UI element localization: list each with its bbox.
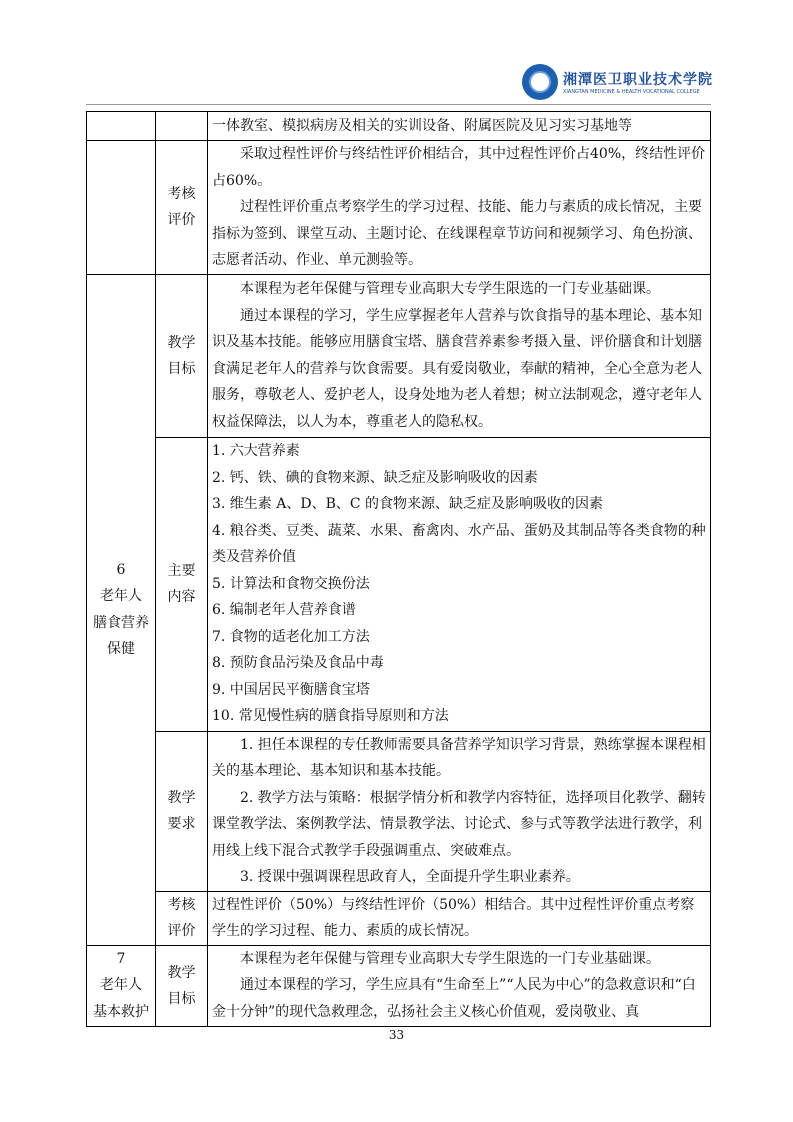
course-table xyxy=(86,111,711,1027)
list-item: 2. 钙、铁、碘的食物来源、缺乏症及影响吸收的因素 xyxy=(212,469,538,486)
table-row xyxy=(87,891,711,945)
header-rule xyxy=(86,104,711,105)
row-label: 教学要求 xyxy=(156,731,208,891)
list-item: 9. 中国居民平衡膳食宝塔 xyxy=(212,681,370,698)
college-logo xyxy=(522,64,713,100)
cell-text: 一体教室、模拟病房及相关的实训设备、附属医院及见习实习基地等 xyxy=(208,112,711,141)
cell-text: 采取过程性评价与终结性评价相结合，其中过程性评价占40%，终结性评价占60%。 过程性评价重点考察学生的学习过程、技能、能力与素质的成长情况，主要指标为签到、课堂互动、主题讨论、在线课程章节访问和视频学习、角色扮演、志愿者活动、作业、单元测验等。 xyxy=(208,141,711,275)
list-item: 10. 常见慢性病的膳食指导原则和方法 xyxy=(212,708,449,725)
table-row xyxy=(87,112,711,141)
table-row xyxy=(87,274,711,437)
logo-cn: 湘潭医卫职业技术学院 xyxy=(563,72,713,88)
course-name-7: 7 老年人 基本救护 xyxy=(87,945,156,1026)
cell-text: 本课程为老年保健与管理专业高职大专学生限选的一门专业基础课。 通过本课程的学习，学生应具有“生命至上”“人民为中心”的急救意识和“白金十分钟”的现代急救理念，弘扬社会主义核心价值观，爱岗敬业、真 xyxy=(208,945,711,1026)
list-item: 4. 粮谷类、豆类、蔬菜、水果、畜禽肉、水产品、蛋奶及其制品等各类食物的种类及营养价值 xyxy=(212,522,706,566)
row-label: 教学目标 xyxy=(156,945,208,1026)
row-label: 考核评价 xyxy=(156,141,208,275)
list-item: 5. 计算法和食物交换份法 xyxy=(212,575,370,592)
list-item: 3. 维生素 A、D、B、C 的食物来源、缺乏症及影响吸收的因素 xyxy=(212,496,604,513)
cell-text: 1. 担任本课程的专任教师需要具备营养学知识学习背景，熟练掌握本课程相关的基本理论、基本知识和基本技能。 2. 教学方法与策略：根据学情分析和教学内容特征，选择项目化教学、翻转课堂教学法、案例教学法、情景教学法、讨论式、参与式等教学法进行教学，利用线上线下混合式教学手段强调重点、突破难点。 3. 授课中强调课程思政育人，全面提升学生职业素养。 xyxy=(208,731,711,891)
table-row xyxy=(87,141,711,275)
logo-en: XIANGTAN MEDICINE & HEALTH VOCATIONAL COLLEGE xyxy=(563,89,700,95)
content-list xyxy=(208,437,711,731)
table-row xyxy=(87,437,711,731)
college-seal-icon xyxy=(522,64,558,100)
row-label: 考核评价 xyxy=(156,891,208,945)
page-number: 33 xyxy=(388,1028,405,1042)
table-row xyxy=(87,945,711,1026)
cell-text: 过程性评价（50%）与终结性评价（50%）相结合。其中过程性评价重点考察学生的学习过程、能力、素质的成长情况。 xyxy=(208,891,711,945)
row-label: 教学目标 xyxy=(156,274,208,437)
list-item: 1. 六大营养素 xyxy=(212,443,300,460)
table-row xyxy=(87,731,711,891)
row-label: 主要内容 xyxy=(156,437,208,731)
course-name-6: 6 老年人 膳食营养 保健 xyxy=(87,274,156,945)
list-item: 7. 食物的适老化加工方法 xyxy=(212,628,370,645)
cell-text: 本课程为老年保健与管理专业高职大专学生限选的一门专业基础课。 通过本课程的学习，学生应掌握老年人营养与饮食指导的基本理论、基本知识及基本技能。能够应用膳食宝塔、膳食营养素参考摄入量、评价膳食和计划膳食满足老年人的营养与饮食需要。具有爱岗敬业，奉献的精神，全心全意为老人服务，尊敬老人、爱护老人，设身处地为老人着想；树立法制观念，遵守老年人权益保障法，以人为本，尊重老人的隐私权。 xyxy=(208,274,711,437)
list-item: 6. 编制老年人营养食谱 xyxy=(212,602,356,619)
list-item: 8. 预防食品污染及食品中毒 xyxy=(212,655,384,672)
